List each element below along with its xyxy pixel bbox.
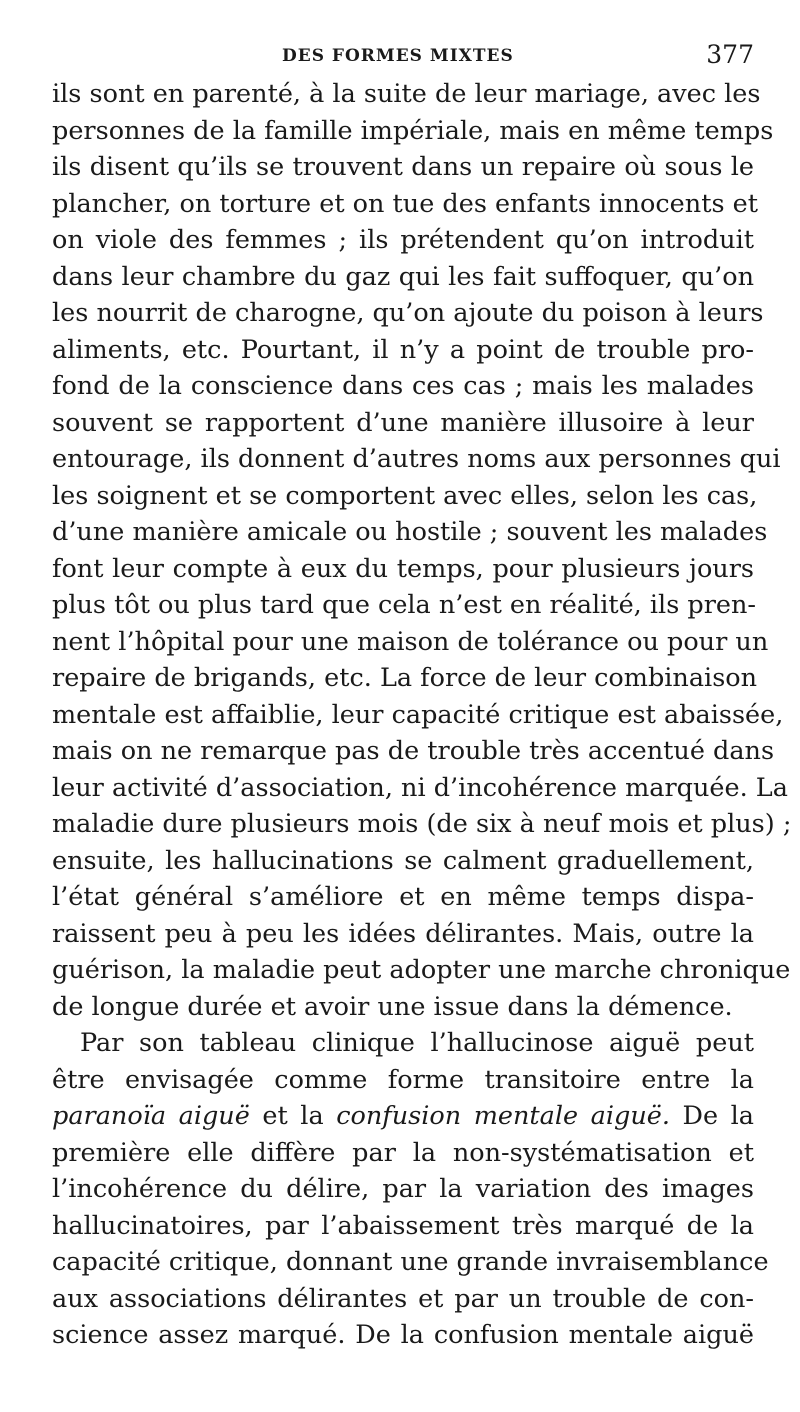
text-line: les soignent et se comportent avec elles, selon les cas, [52,480,758,511]
text-line: capacité critique, donnant une grande invraisemblance [52,1247,769,1277]
running-title: DES FORMES MIXTES [282,46,514,66]
text-line: ils sont en parenté, à la suite de leur mariage, avec les [52,79,761,109]
text-segment: et la [249,1101,337,1131]
italic-term-paranoia: paranoïa aiguë [52,1101,250,1131]
text-line-with-italics [52,1098,754,1135]
text-line: entourage, ils donnent d’autres noms aux personnes qui [52,444,781,474]
paragraph-end-line: de longue durée et avoir une issue dans la démence. [52,991,733,1022]
paragraph-start-line: Par son tableau clinique l’hallucinose aiguë peut [80,1028,754,1058]
text-line: les nourrit de charogne, qu’on ajoute du poison à leurs [52,298,764,328]
text-line: ensuite, les hallucinations se calment graduellement, [52,845,754,876]
text-line: font leur compte à eux du temps, pour plusieurs jours [52,553,754,584]
text-segment: De la [669,1101,755,1131]
text-line: on viole des femmes ; ils prétendent qu’on introduit [52,225,754,255]
text-line: mais on ne remarque pas de trouble très accentué dans [52,736,775,766]
text-line: science assez marqué. De la confusion mentale aiguë [52,1320,754,1350]
text-line: l’incohérence du délire, par la variation des images [52,1174,754,1204]
text-line: l’état général s’améliore et en même temps dispa- [52,882,754,912]
body-text [52,76,792,1354]
text-line: guérison, la maladie peut adopter une marche chronique [52,955,791,985]
text-line: mentale est affaiblie, leur capacité critique est abaissée, [52,699,784,730]
page-header [52,40,754,80]
text-line: personnes de la famille impériale, mais en même temps [52,115,774,146]
text-line: être envisagée comme forme transitoire entre la [52,1064,754,1095]
italic-term-confusion: confusion mentale aiguë. [336,1101,670,1131]
text-line: dans leur chambre du gaz qui les fait suffoquer, qu’on [52,261,754,292]
text-line: première elle diffère par la non-systématisation et [52,1137,754,1168]
text-line: plus tôt ou plus tard que cela n’est en réalité, ils pren- [52,590,757,620]
text-line: leur activité d’association, ni d’incohérence marquée. La [52,772,788,803]
text-line: aliments, etc. Pourtant, il n’y a point de trouble pro- [52,334,754,365]
text-line: plancher, on torture et on tue des enfants innocents et [52,188,758,219]
text-line: nent l’hôpital pour une maison de tolérance ou pour un [52,626,769,657]
text-line: repaire de brigands, etc. La force de leur combinaison [52,663,758,693]
text-line: fond de la conscience dans ces cas ; mais les malades [52,371,754,401]
text-line: raissent peu à peu les idées délirantes. Mais, outre la [52,918,754,949]
text-line: souvent se rapportent d’une manière illusoire à leur [52,407,754,438]
text-line: aux associations délirantes et par un trouble de con- [52,1283,754,1314]
text-line: hallucinatoires, par l’abaissement très marqué de la [52,1210,754,1241]
text-line: maladie dure plusieurs mois (de six à neuf mois et plus) ; [52,809,792,839]
text-line: ils disent qu’ils se trouvent dans un repaire où sous le [52,152,754,182]
page-number: 377 [706,40,754,69]
text-line: d’une manière amicale ou hostile ; souvent les malades [52,517,768,547]
